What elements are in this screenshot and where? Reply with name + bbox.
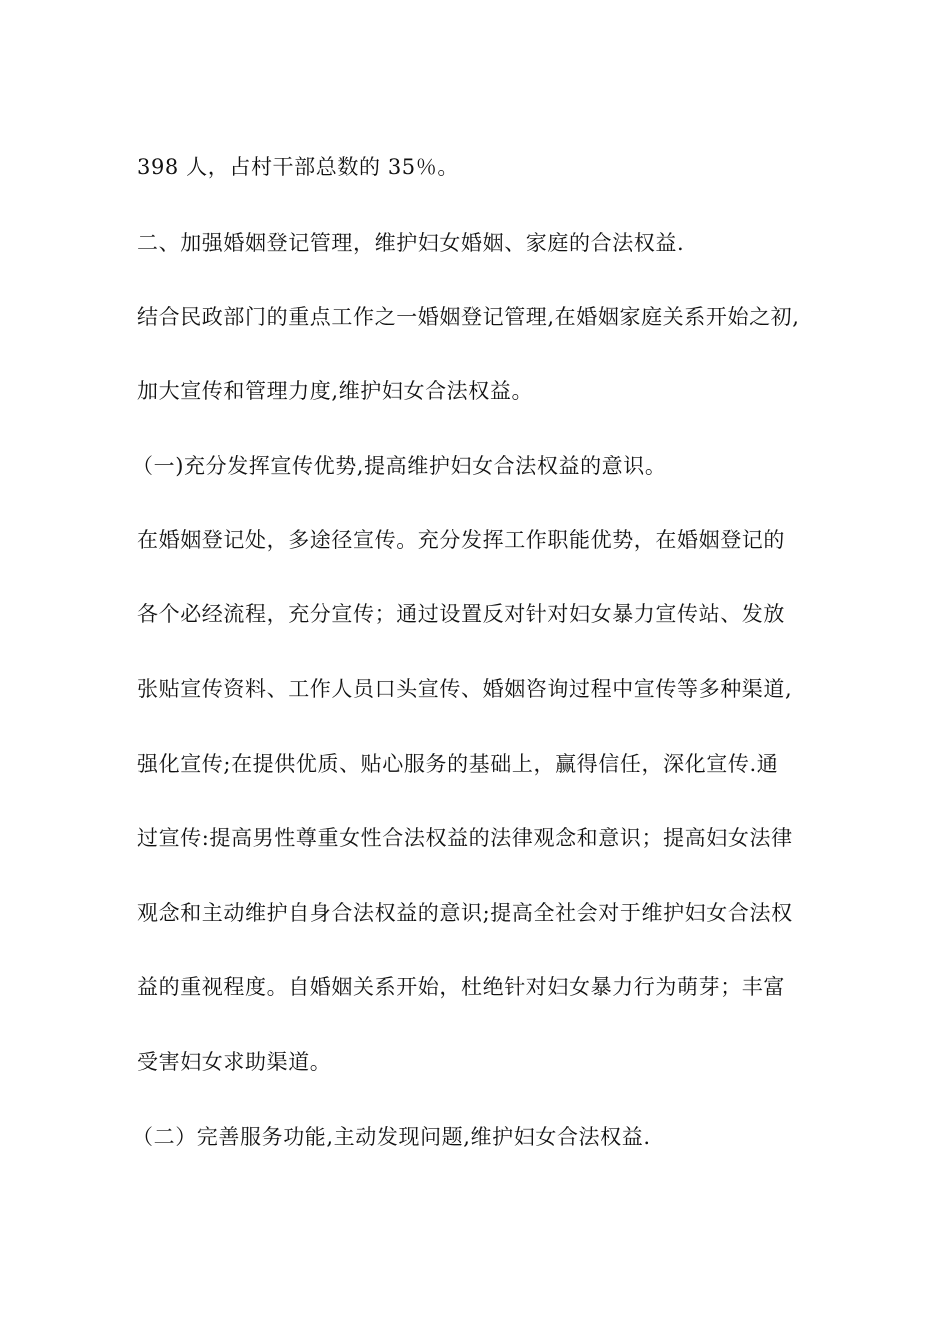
subsection-heading: （一)充分发挥宣传优势,提高维护妇女合法权益的意识。 — [132, 454, 667, 478]
paragraph-line: 398 人，占村干部总数的 35％。 — [137, 155, 459, 179]
paragraph-line: 益的重视程度。自婚姻关系开始，杜绝针对妇女暴力行为萌芽；丰富 — [137, 975, 785, 999]
paragraph-line: 各个必经流程，充分宣传；通过设置反对针对妇女暴力宣传站、发放 — [137, 602, 785, 626]
subsection-heading: （二）完善服务功能,主动发现问题,维护妇女合法权益. — [132, 1125, 651, 1149]
paragraph-line: 受害妇女求助渠道。 — [137, 1050, 332, 1074]
section-heading: 二、加强婚姻登记管理，维护妇女婚姻、家庭的合法权益. — [137, 231, 685, 255]
paragraph-line: 强化宣传;在提供优质、贴心服务的基础上，赢得信任，深化宣传.通 — [137, 752, 779, 776]
paragraph-line: 加大宣传和管理力度,维护妇女合法权益。 — [137, 379, 534, 403]
paragraph-line: 张贴宣传资料、工作人员口头宣传、婚姻咨询过程中宣传等多种渠道, — [137, 677, 793, 701]
paragraph-line: 在婚姻登记处，多途径宣传。充分发挥工作职能优势，在婚姻登记的 — [137, 528, 785, 552]
paragraph-line: 结合民政部门的重点工作之一婚姻登记管理,在婚姻家庭关系开始之初, — [137, 305, 800, 329]
paragraph-line: 过宣传:提高男性尊重女性合法权益的法律观念和意识；提高妇女法律 — [137, 826, 793, 850]
paragraph-line: 观念和主动维护自身合法权益的意识;提高全社会对于维护妇女合法权 — [137, 901, 793, 925]
